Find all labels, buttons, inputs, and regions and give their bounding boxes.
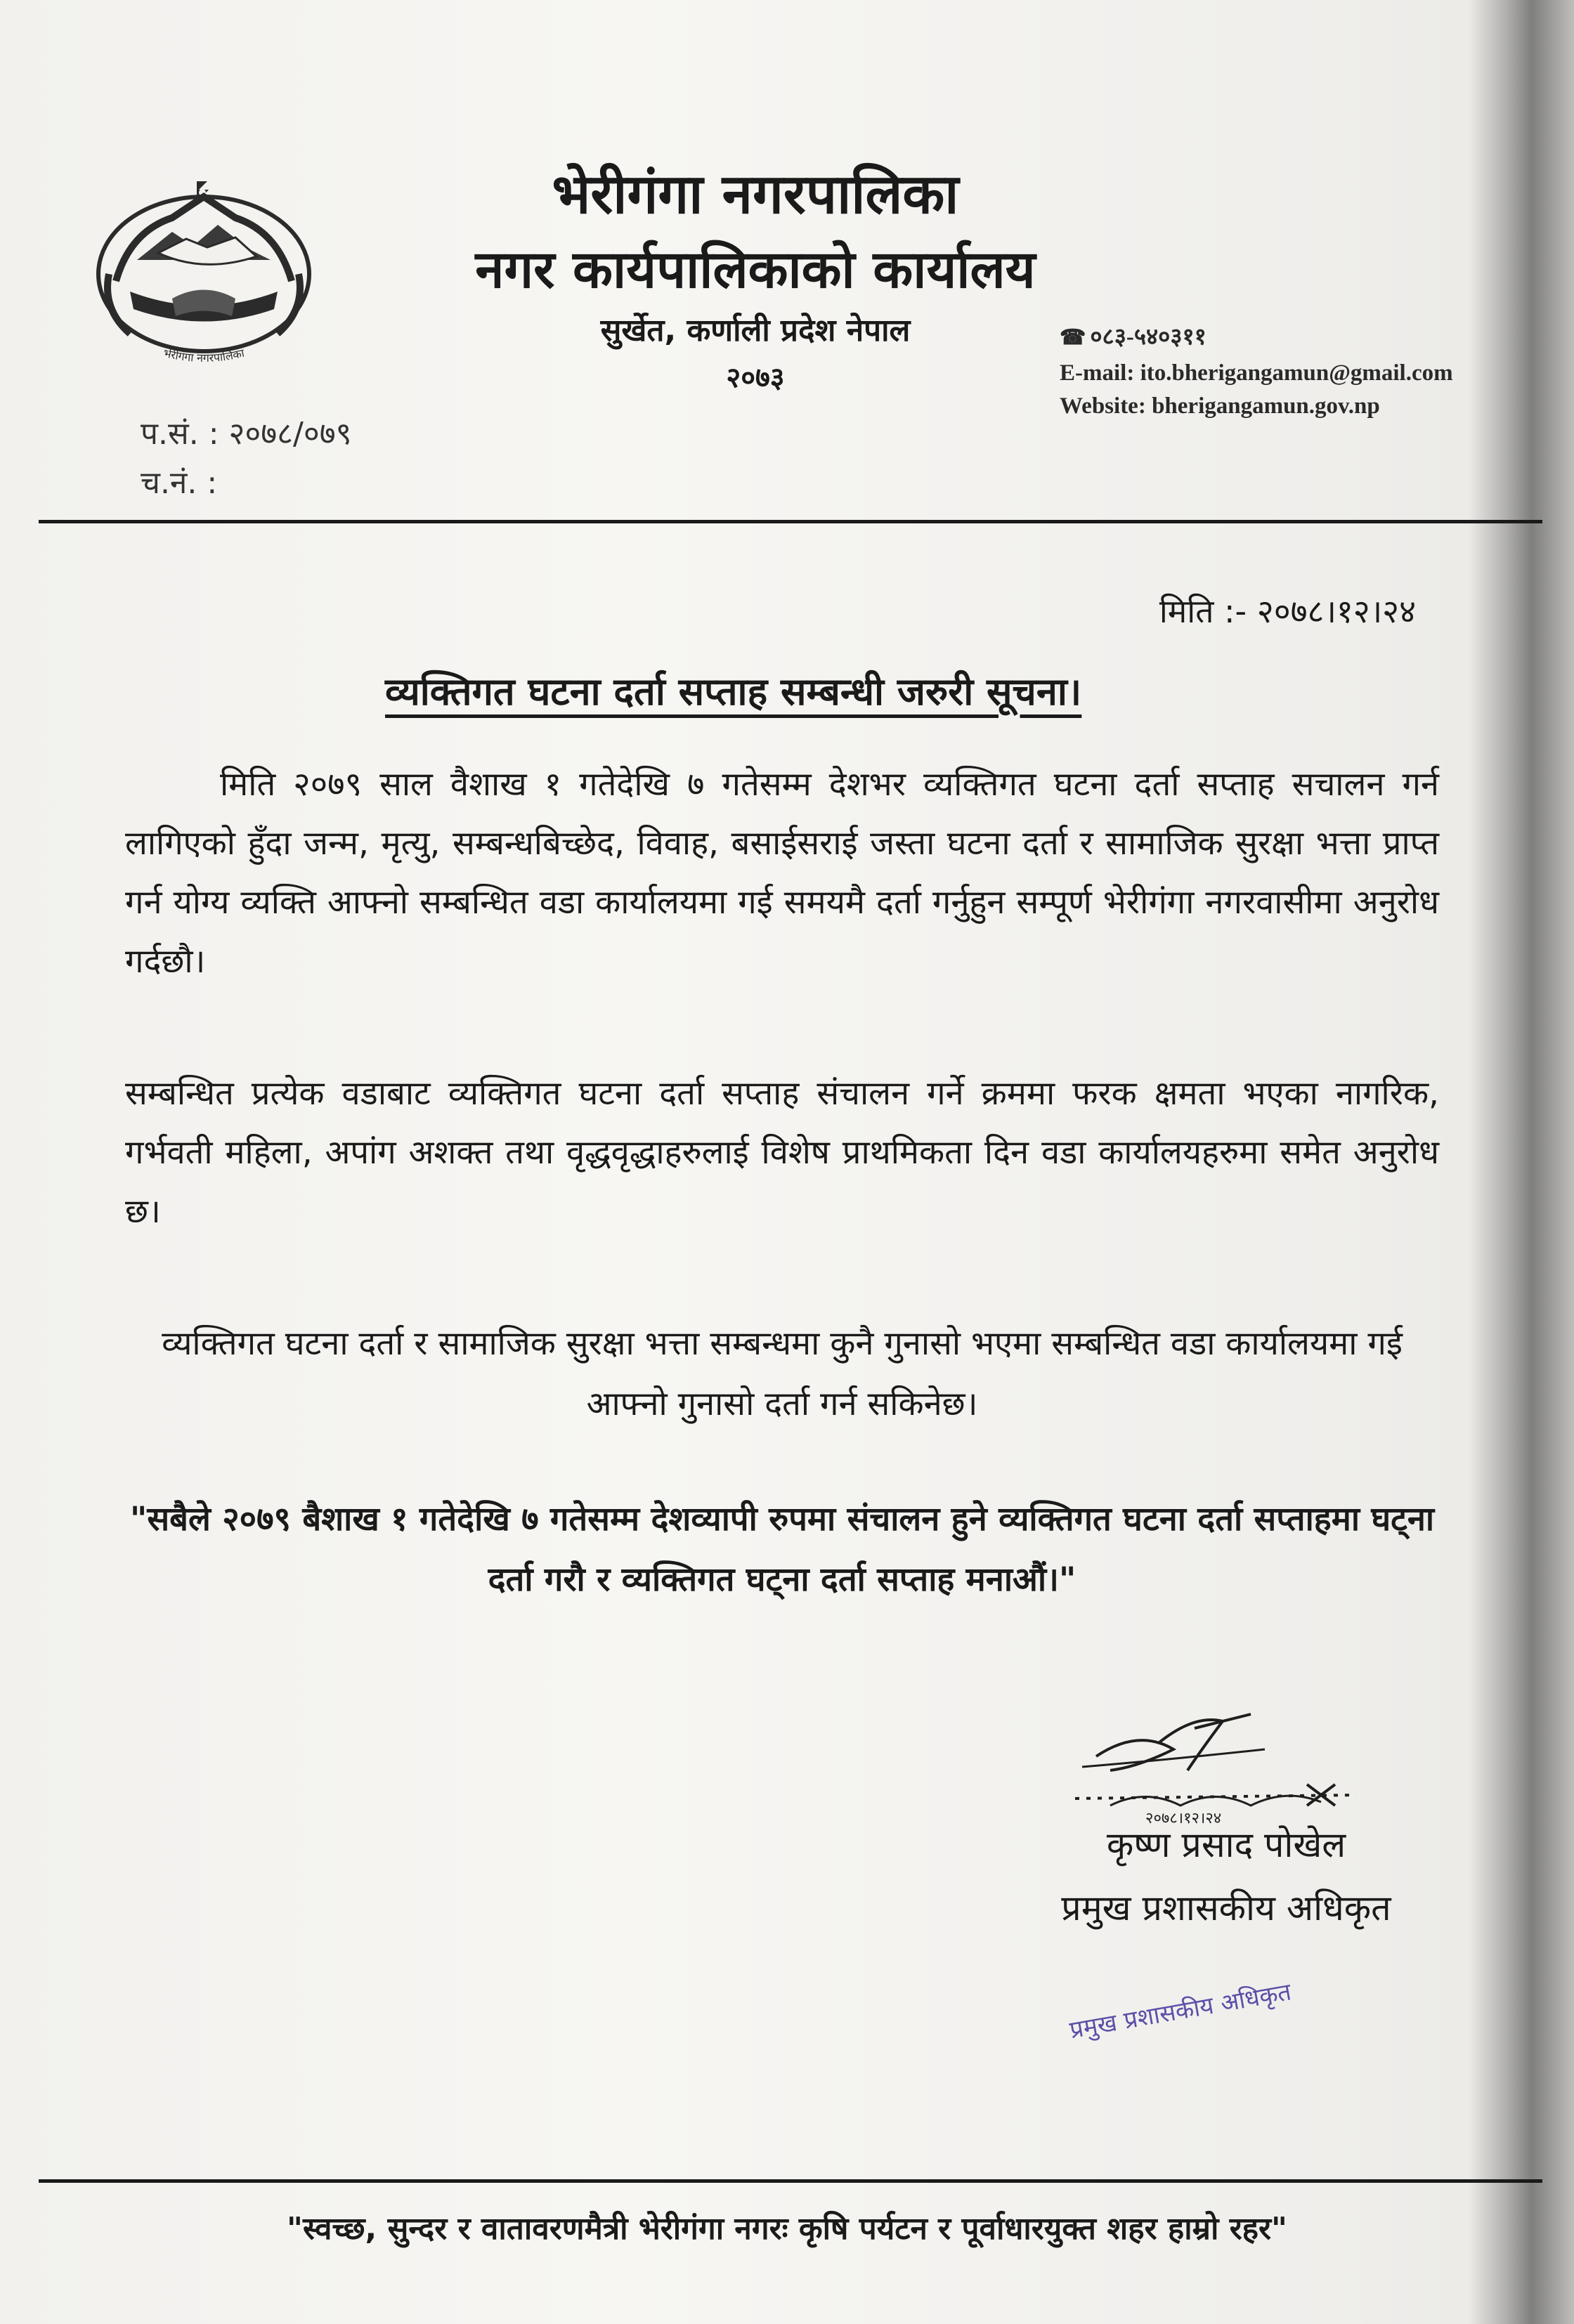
stamp-text: प्रमुख प्रशासकीय अधिकृत	[1067, 1978, 1294, 2045]
dispatch-number: च.नं. :	[141, 465, 218, 501]
footer-divider	[39, 2179, 1542, 2183]
nepal-emblem-icon	[88, 169, 320, 379]
footer-motto: "स्वच्छ, सुन्दर र वातावरणमैत्री भेरीगंगा नगरः कृषि पर्यटन र पूर्वाधारयुक्त शहर हाम्रो रहर"	[287, 2211, 1287, 2247]
website-address: Website: bherigangamun.gov.np	[1060, 393, 1380, 419]
email-address: E-mail: ito.bherigangamun@gmail.com	[1060, 360, 1453, 386]
letter-date: मिति :- २०७८।१२।२४	[1159, 592, 1416, 630]
slogan-quote: "सबैले २०७९ बैशाख १ गतेदेखि ७ गतेसम्म देशव्यापी रुपमा संचालन हुने व्यक्तिगत घटना दर्ता सप्ताहमा घट्ना दर्ता गरौ र व्यक्तिगत घट्ना दर्ता सप्ताह मनाऔं।"	[129, 1500, 1435, 1599]
phone-icon: ☎	[1060, 326, 1086, 349]
office-address: सुर्खेत, कर्णाली प्रदेश नेपाल	[600, 313, 911, 348]
header-divider	[39, 520, 1542, 523]
reference-number: प.सं. : २०७८/०७९	[141, 416, 352, 452]
signatory-name: कृष्ण प्रसाद पोखेल	[1106, 1824, 1346, 1865]
phone-number	[1060, 320, 1206, 351]
phone-value: ०८३-५४०३११	[1090, 325, 1206, 350]
body-paragraph-1: मिति २०७९ साल वैशाख १ गतेदेखि ७ गतेसम्म देशभर व्यक्तिगत घटना दर्ता सप्ताह सचालन गर्न लागिएको हुँदा जन्म, मृत्यु, सम्बन्धबिच्छेद, विवाह, बसाईसराई जस्ता घटना दर्ता र सामाजिक सुरक्षा भत्ता प्राप्त गर्न योग्य व्यक्ति आफ्नो सम्बन्धित वडा कार्यालयमा गई समयमै दर्ता गर्नुहुन सम्पूर्ण भेरीगंगा नगरवासीमा अनुरोध गर्दछौ।	[125, 765, 1439, 981]
letter-subject: व्यक्तिगत घटना दर्ता सप्ताह सम्बन्धी जरुरी सूचना।	[385, 670, 1082, 714]
organization-name: भेरीगंगा नगरपालिका	[552, 163, 959, 226]
signatory-title: प्रमुख प्रशासकीय अधिकृत	[1061, 1888, 1391, 1928]
page-fold-shadow	[1469, 0, 1574, 2324]
body-paragraph-2: सम्बन्धित प्रत्येक वडाबाट व्यक्तिगत घटना दर्ता सप्ताह संचालन गर्ने क्रममा फरक क्षमता भएका नागरिक, गर्भवती महिला, अपांग अशक्त तथा वृद्धवृद्धाहरुलाई विशेष प्राथमिकता दिन वडा कार्यालयहरुमा समेत अनुरोध छ।	[125, 1074, 1439, 1231]
body-paragraph-3: व्यक्तिगत घटना दर्ता र सामाजिक सुरक्षा भत्ता सम्बन्धमा कुनै गुनासो भएमा सम्बन्धित वडा कार्यालयमा गई आफ्नो गुनासो दर्ता गर्न सकिनेछ।	[162, 1324, 1403, 1423]
signature-date: २०७८।१२।२४	[1145, 1810, 1222, 1827]
office-name: नगर कार्यपालिकाको कार्यालय	[475, 240, 1036, 300]
emblem-ribbon-text: भेरीगंगा नगरपालिका	[162, 346, 246, 365]
handwritten-signature	[1054, 1700, 1391, 1827]
established-year: २०७३	[726, 362, 785, 394]
